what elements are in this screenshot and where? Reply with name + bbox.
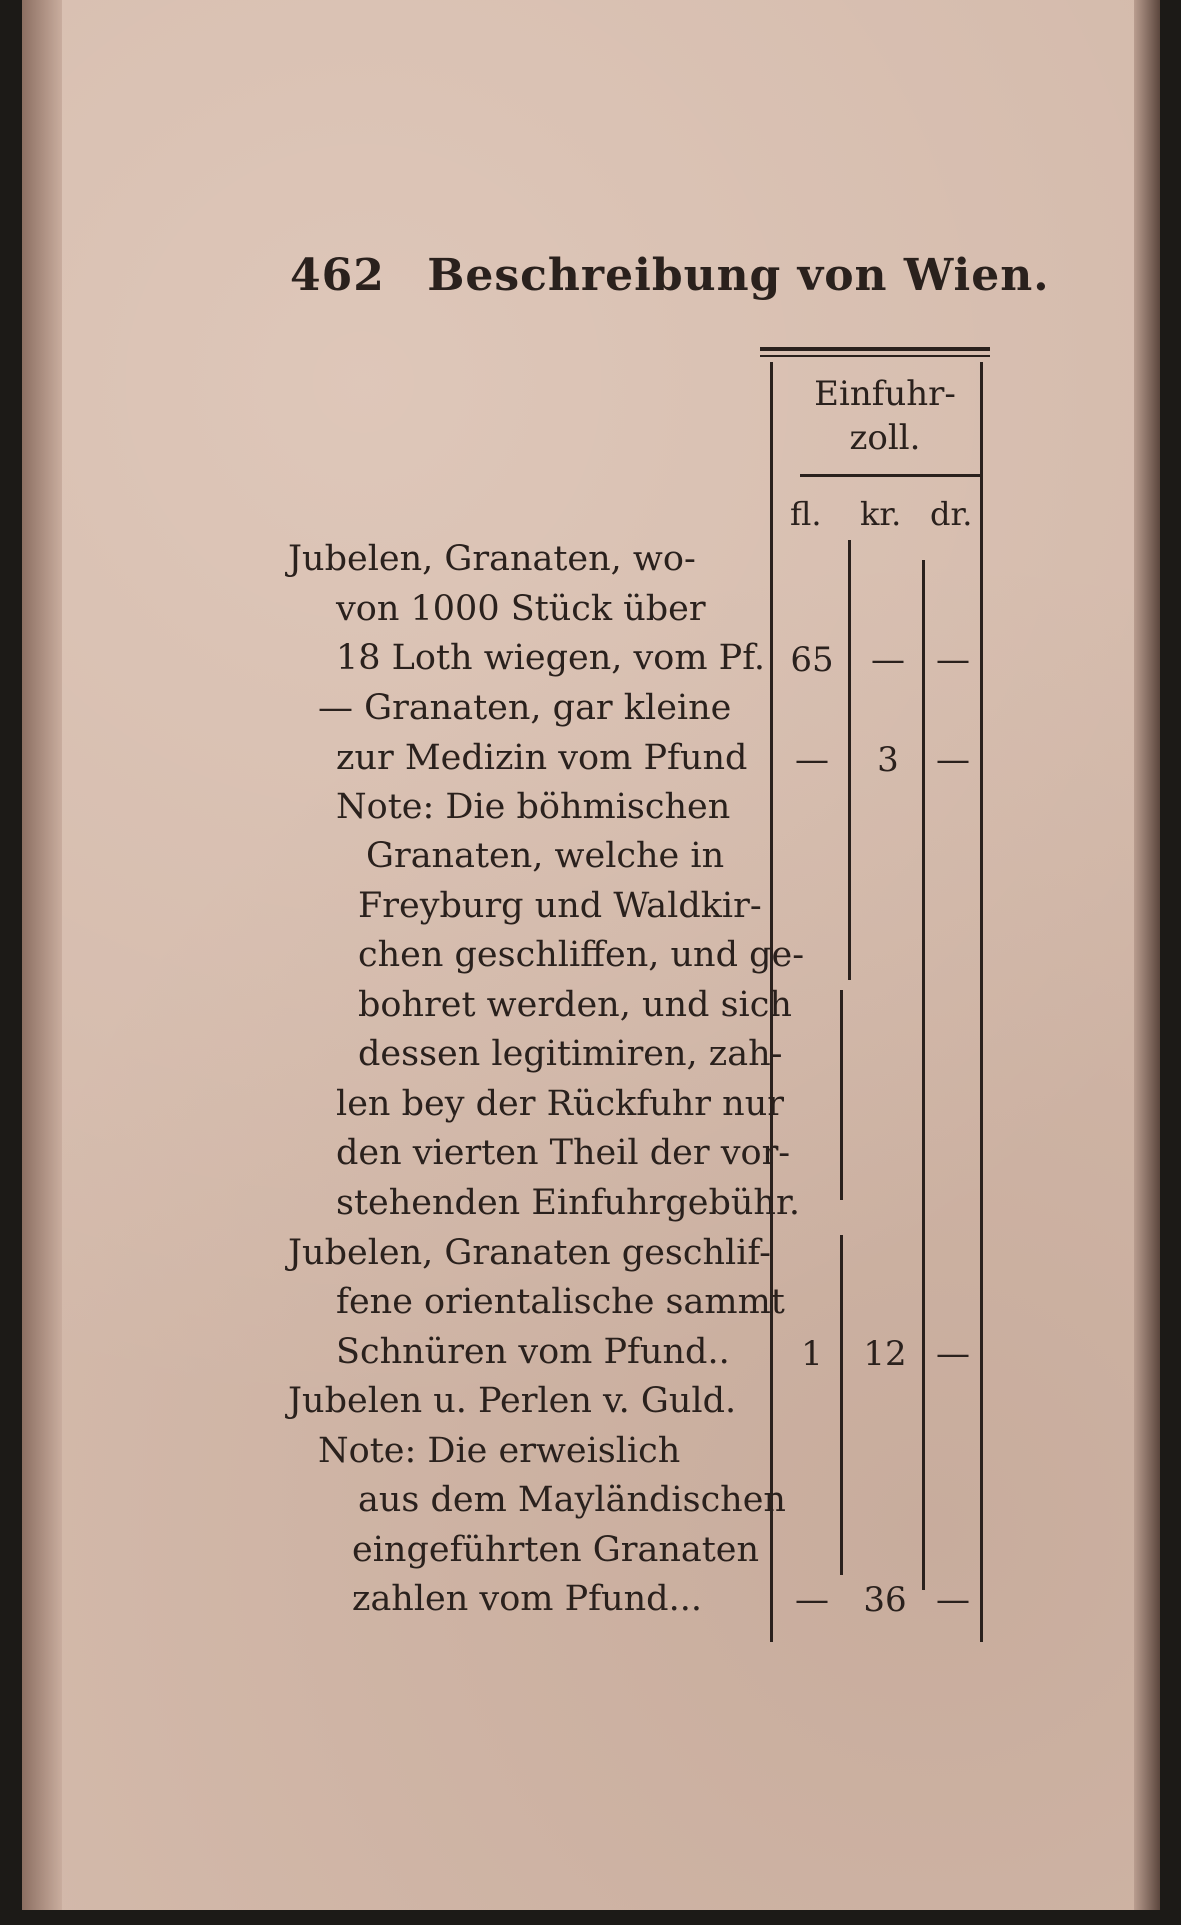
row2-fl: — bbox=[795, 740, 829, 780]
row4-kr: 36 bbox=[863, 1580, 907, 1620]
text-line: dessen legitimiren, zah- bbox=[358, 1034, 783, 1074]
fl-kr-divider-middle bbox=[840, 990, 843, 1200]
text-line: 18 Loth wiegen, vom Pf. bbox=[336, 638, 766, 678]
page-left-edge bbox=[22, 0, 62, 1910]
page-number: 462 bbox=[290, 250, 385, 301]
row3-fl: 1 bbox=[801, 1334, 823, 1374]
row2-dr: — bbox=[936, 740, 970, 780]
text-line: stehenden Einfuhrgebühr. bbox=[336, 1183, 800, 1223]
text-line: bohret werden, und sich bbox=[358, 985, 792, 1025]
row1-dr: — bbox=[936, 640, 970, 680]
row4-dr: — bbox=[936, 1580, 970, 1620]
row3-dr: — bbox=[936, 1334, 970, 1374]
text-line: zahlen vom Pfund... bbox=[352, 1579, 702, 1619]
text-line: Freyburg und Waldkir- bbox=[358, 886, 762, 926]
row1-kr: — bbox=[871, 640, 905, 680]
text-line: Jubelen, Granaten geschlif- bbox=[288, 1233, 771, 1273]
column-header-line2: zoll. bbox=[849, 418, 921, 458]
table-top-rule bbox=[760, 347, 990, 351]
unit-dr: dr. bbox=[930, 495, 973, 533]
fl-kr-divider-lower bbox=[840, 1235, 843, 1575]
table-top-rule-thin bbox=[760, 355, 990, 357]
unit-fl: fl. bbox=[790, 495, 822, 533]
text-line: den vierten Theil der vor- bbox=[336, 1133, 791, 1173]
fl-kr-divider-upper bbox=[848, 540, 851, 980]
text-line: zur Medizin vom Pfund bbox=[336, 738, 748, 778]
row2-kr: 3 bbox=[877, 740, 899, 780]
column-header-rule bbox=[800, 474, 980, 477]
text-line: von 1000 Stück über bbox=[336, 589, 706, 629]
text-line: — Granaten, gar kleine bbox=[318, 688, 732, 728]
page-right-edge bbox=[1134, 0, 1160, 1910]
row4-fl: — bbox=[795, 1580, 829, 1620]
text-line: Schnüren vom Pfund.. bbox=[336, 1332, 730, 1372]
text-line: Note: Die böhmischen bbox=[336, 787, 731, 827]
text-line: Note: Die erweislich bbox=[318, 1431, 681, 1471]
row1-fl: 65 bbox=[790, 640, 834, 680]
kr-dr-divider bbox=[922, 560, 925, 1590]
column-header-einfuhrzoll bbox=[790, 372, 980, 460]
table-right-border bbox=[980, 362, 983, 1642]
text-line: aus dem Mayländischen bbox=[358, 1480, 786, 1520]
text-line: len bey der Rückfuhr nur bbox=[336, 1084, 784, 1124]
column-header-line1: Einfuhr- bbox=[814, 374, 956, 414]
running-header bbox=[290, 250, 1050, 301]
unit-kr: kr. bbox=[860, 495, 902, 533]
text-line: Jubelen u. Perlen v. Guld. bbox=[288, 1381, 737, 1421]
text-line: chen geschliffen, und ge- bbox=[358, 935, 805, 975]
row3-kr: 12 bbox=[863, 1334, 907, 1374]
text-line: Jubelen, Granaten, wo- bbox=[288, 539, 696, 579]
text-line: eingeführten Granaten bbox=[352, 1530, 760, 1570]
page-title: Beschreibung von Wien. bbox=[427, 250, 1050, 301]
text-line: fene orientalische sammt bbox=[336, 1282, 785, 1322]
text-line: Granaten, welche in bbox=[366, 836, 725, 876]
